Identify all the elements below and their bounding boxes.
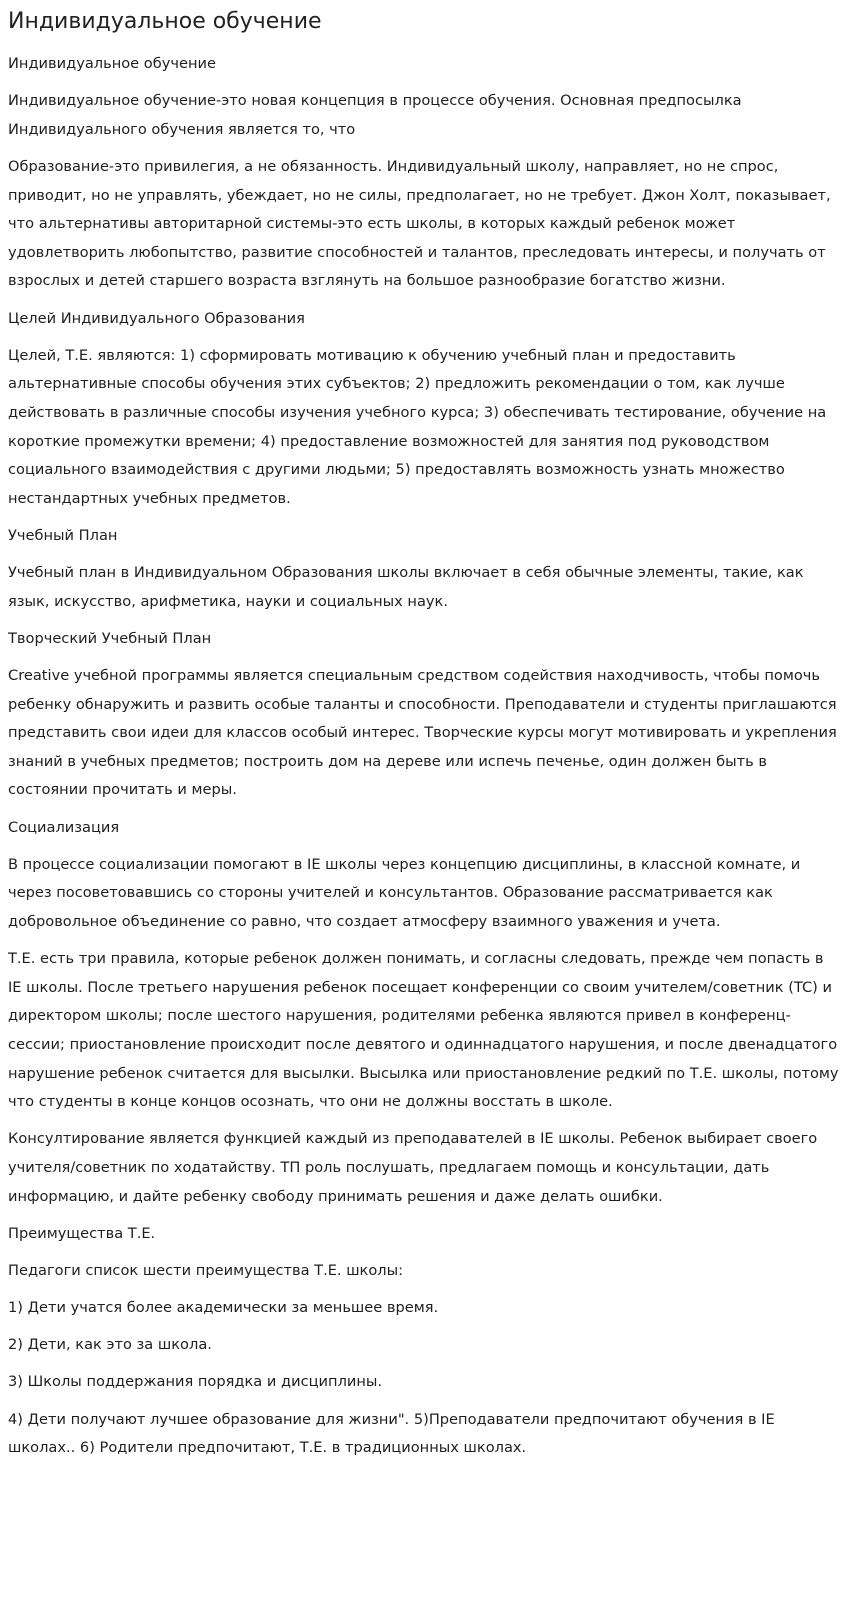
socialization-paragraph: В процессе социализации помогают в IE школы через концепцию дисциплины, в классной комнате, и через посоветовавшись со стороны учителей и консультантов. Образование рассматривается как добровольное объединение со равно, что создает атмосферу взаимного уважения и учета.	[8, 855, 801, 930]
section-heading-advantages: Преимущества Т.Е.	[8, 1224, 156, 1242]
advantages-intro: Педагоги список шести преимущества Т.Е. школы:	[8, 1261, 404, 1279]
article-subtitle: Индивидуальное обучение	[8, 55, 216, 72]
advantage-item: 3) Школы поддержания порядка и дисциплины.	[8, 1373, 383, 1391]
section-heading-goals: Целей Индивидуального Образования	[8, 309, 305, 327]
rules-paragraph: Т.Е. есть три правила, которые ребенок должен понимать, и согласны следовать, прежде чем попасть в IE школы. После третьего нарушения ребенок посещает конференции со своим учителем/советник (TC) и директором школы; после шестого нарушения, родителями ребенка являются привел в конференц-сессии; приостановление происходит после девятого и одиннадцатого нарушения, и после двенадцатого нарушение ребенок считается для высылки. Высылка или приостановление редкий по Т.Е. школы, потому что студенты в конце концов осознать, что они не должны восстать в школе.	[8, 950, 839, 1111]
advantage-item: 4) Дети получают лучшее образование для жизни". 5)Преподаватели предпочитают обучения в IE школах.. 6) Родители предпочитают, Т.Е. в традиционных школах.	[8, 1410, 775, 1457]
creative-curriculum-paragraph: Creative учебной программы является специальным средством содействия находчивость, чтобы помочь ребенку обнаружить и развить особые таланты и способности. Преподаватели и студенты приглашаются представить свои идеи для классов особый интерес. Творческие курсы могут мотивировать и укрепления знаний в учебных предметов; построить дом на дереве или испечь печенье, один должен быть в состоянии прочитать и меры.	[8, 667, 837, 799]
page-title: Индивидуальное обучение	[8, 9, 322, 34]
intro-paragraph: Индивидуальное обучение-это новая концепция в процессе обучения. Основная предпосылка Индивидуального обучения является то, что	[8, 92, 742, 138]
section-heading-socialization: Социализация	[8, 818, 120, 836]
section-heading-curriculum: Учебный План	[8, 526, 118, 544]
section-heading-creative-curriculum: Творческий Учебный План	[8, 629, 212, 647]
premise-paragraph: Образование-это привилегия, а не обязанность. Индивидуальный школу, направляет, но не спрос, приводит, но не управлять, убеждает, но не силы, предполагает, но не требует. Джон Холт, показывает, что альтернативы авторитарной системы-это есть школы, в которых каждый ребенок может удовлетворить любопытство, развитие способностей и талантов, преследовать интересы, и получать от взрослых и детей старшего возраста взглянуть на большое разнообразие богатство жизни.	[8, 157, 831, 290]
goals-paragraph: Целей, Т.Е. являются: 1) сформировать мотивацию к обучению учебный план и предоставить альтернативные способы обучения этих субъектов; 2) предложить рекомендации о том, как лучше действовать в различные способы изучения учебного курса; 3) обеспечивать тестирование, обучение на короткие промежутки времени; 4) предоставление возможностей для занятия под руководством социального взаимодействия с другими людьми; 5) предоставлять возможность узнать множество нестандартных учебных предметов.	[8, 346, 827, 507]
curriculum-paragraph: Учебный план в Индивидуальном Образования школы включает в себя обычные элементы, такие, как язык, искусство, арифметика, науки и социальных наук.	[8, 564, 804, 610]
counseling-paragraph: Консултирование является функцией каждый из преподавателей в IE школы. Ребенок выбирает своего учителя/советник по ходатайству. ТП роль послушать, предлагаем помощь и консультации, дать информацию, и дайте ребенку свободу принимать решения и даже делать ошибки.	[8, 1130, 818, 1205]
advantage-item: 1) Дети учатся более академически за меньшее время.	[8, 1299, 439, 1317]
advantage-item: 2) Дети, как это за школа.	[8, 1336, 212, 1354]
